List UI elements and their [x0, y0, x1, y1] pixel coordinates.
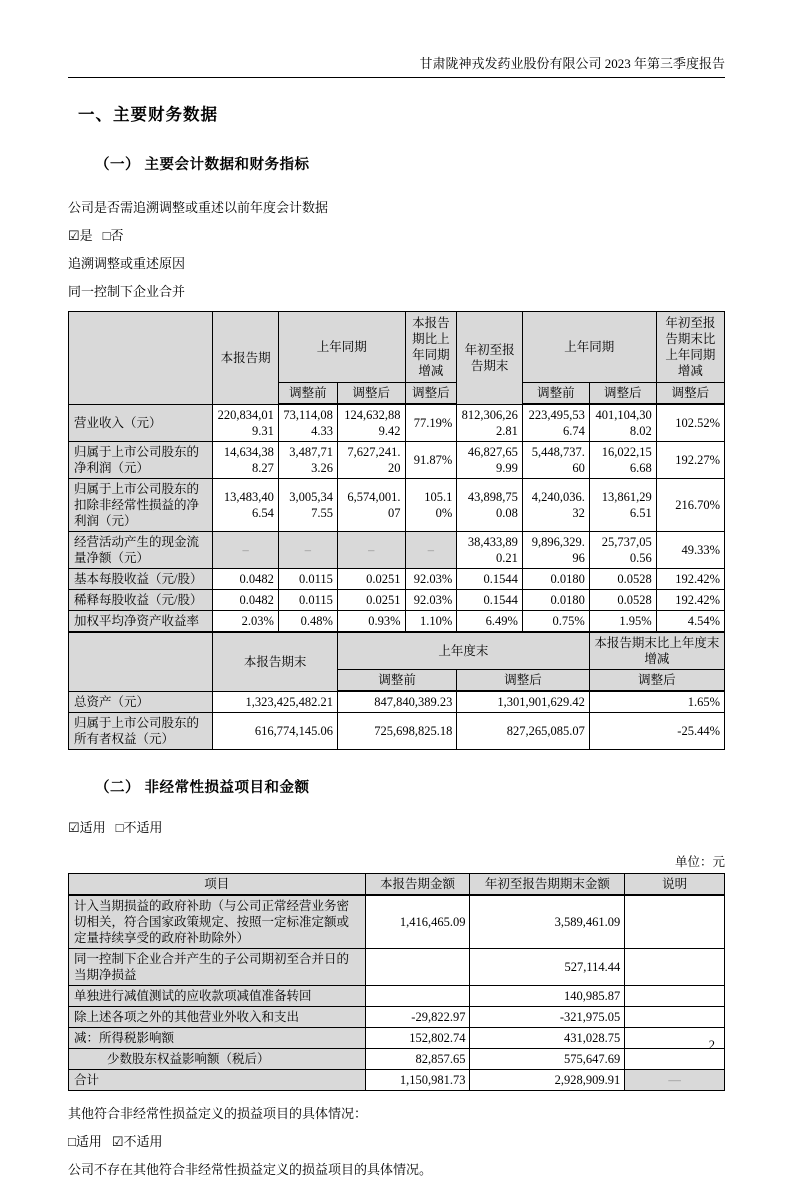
col-header-prior-ytd: 上年同期	[522, 312, 656, 383]
row-weighted-avg-roe	[69, 611, 725, 633]
note-cell: —	[625, 1070, 725, 1091]
row-total-assets	[69, 691, 725, 713]
col-header-item: 项目	[69, 874, 366, 896]
report-header-title	[68, 0, 725, 78]
row-label-cell: 基本每股收益（元/股）	[69, 569, 213, 590]
value-cell: 5,448,737.60	[522, 442, 589, 479]
value-cell	[365, 949, 470, 986]
value-cell: 9,896,329.96	[522, 532, 589, 569]
row-label-cell: 总资产（元）	[69, 691, 213, 713]
col-header-period-end: 本报告期末	[213, 632, 338, 691]
subheader-adj-before: 调整前	[278, 383, 337, 405]
value-cell: 73,114,084.33	[278, 404, 337, 442]
value-cell: 1,416,465.09	[365, 895, 470, 949]
value-cell: 1,301,901,629.42	[457, 691, 590, 713]
value-cell: 3,589,461.09	[470, 895, 625, 949]
subheader-adj-before: 调整前	[337, 670, 456, 692]
page-content	[68, 0, 725, 1178]
checkbox-not-applicable-unchecked: □不适用	[115, 820, 163, 835]
row-label-cell: 单独进行减值测试的应收款项减值准备转回	[69, 986, 366, 1007]
row-label-cell: 营业收入（元）	[69, 404, 213, 442]
col-header-current-amount: 本报告期金额	[365, 874, 470, 896]
value-cell: 0.1544	[457, 590, 523, 611]
col-header-prior-period: 上年同期	[278, 312, 405, 383]
value-cell: 102.52%	[656, 404, 724, 442]
row-label-cell: 减：所得税影响额	[69, 1028, 366, 1049]
col-header-change-vs-prior-year-end: 本报告期末比上年度末增减	[589, 632, 724, 670]
row-label-cell: 归属于上市公司股东的所有者权益（元）	[69, 713, 213, 750]
row-label-cell: 少数股东权益影响额（税后）	[69, 1049, 366, 1070]
row-operating-cash-flow	[69, 532, 725, 569]
row-impairment-reversal	[69, 986, 725, 1007]
value-cell: 1,150,981.73	[365, 1070, 470, 1091]
value-cell: 4,240,036.32	[522, 479, 589, 532]
row-label-cell: 经营活动产生的现金流量净额（元）	[69, 532, 213, 569]
value-cell: 25,737,050.56	[589, 532, 656, 569]
value-cell: -29,822.97	[365, 1007, 470, 1028]
table2-header-row	[69, 874, 725, 896]
subheader-adj-after: 调整后	[405, 383, 457, 405]
value-cell: 0.0180	[522, 590, 589, 611]
table1-section2-header-row	[69, 632, 725, 670]
note-cell	[625, 949, 725, 986]
col-header-prior-year-end: 上年度末	[337, 632, 589, 670]
row-net-profit-excl-nonrecurring	[69, 479, 725, 532]
row-government-subsidies	[69, 895, 725, 949]
subsection-title-non-recurring-items: （二） 非经常性损益项目和金额	[95, 780, 310, 796]
restatement-reason-label: 追溯调整或重述原因	[68, 256, 186, 271]
other-items-conclusion: 公司不存在其他符合非经常性损益定义的损益项目的具体情况。	[68, 1162, 433, 1177]
subheader-adj-after: 调整后	[656, 383, 724, 405]
row-label-cell: 稀释每股收益（元/股）	[69, 590, 213, 611]
empty-dash-cell: –	[278, 532, 337, 569]
applicable-answer	[68, 819, 725, 836]
value-cell: 3,487,713.26	[278, 442, 337, 479]
row-operating-revenue	[69, 404, 725, 442]
note-cell	[625, 1007, 725, 1028]
value-cell: 49.33%	[656, 532, 724, 569]
value-cell: 192.42%	[656, 569, 724, 590]
value-cell: 223,495,536.74	[522, 404, 589, 442]
value-cell: 7,627,241.20	[337, 442, 405, 479]
row-diluted-eps	[69, 590, 725, 611]
row-owners-equity	[69, 713, 725, 750]
value-cell: 847,840,389.23	[337, 691, 456, 713]
subheader-adj-after: 调整后	[457, 670, 590, 692]
value-cell: 527,114.44	[470, 949, 625, 986]
value-cell: 13,483,406.54	[213, 479, 279, 532]
value-cell: 124,632,889.42	[337, 404, 405, 442]
value-cell: 38,433,890.21	[457, 532, 523, 569]
value-cell: 0.0115	[278, 569, 337, 590]
row-minority-interest-effect	[69, 1049, 725, 1070]
table1-section2-corner-cell	[69, 632, 213, 691]
value-cell: 77.19%	[405, 404, 457, 442]
value-cell: 0.93%	[337, 611, 405, 633]
checkbox-yes-checked: ☑是	[68, 228, 93, 243]
empty-dash-cell: –	[337, 532, 405, 569]
value-cell: 0.75%	[522, 611, 589, 633]
section-title-main-financial-data: 一、主要财务数据	[78, 106, 218, 124]
non-recurring-items-table	[68, 873, 725, 1091]
value-cell: 1.95%	[589, 611, 656, 633]
key-financials-table	[68, 311, 725, 750]
col-header-current-period: 本报告期	[213, 312, 279, 405]
value-cell: -25.44%	[589, 713, 724, 750]
value-cell: 0.0251	[337, 590, 405, 611]
value-cell: 0.0482	[213, 590, 279, 611]
col-header-note: 说明	[625, 874, 725, 896]
empty-dash-cell: –	[405, 532, 457, 569]
row-total	[69, 1070, 725, 1091]
value-cell: 2.03%	[213, 611, 279, 633]
empty-dash-cell: –	[213, 532, 279, 569]
value-cell: 0.0528	[589, 590, 656, 611]
value-cell: 0.0482	[213, 569, 279, 590]
value-cell: 43,898,750.08	[457, 479, 523, 532]
value-cell: 140,985.87	[470, 986, 625, 1007]
value-cell: 3,005,347.55	[278, 479, 337, 532]
row-label-cell: 合计	[69, 1070, 366, 1091]
value-cell: 1.10%	[405, 611, 457, 633]
checkbox-no-unchecked: □否	[102, 228, 124, 243]
value-cell: 401,104,308.02	[589, 404, 656, 442]
value-cell: 2,928,909.91	[470, 1070, 625, 1091]
value-cell: 431,028.75	[470, 1028, 625, 1049]
note-cell	[625, 895, 725, 949]
value-cell: 6,574,001.07	[337, 479, 405, 532]
col-header-qoq-change: 本报告期比上年同期增减	[405, 312, 457, 383]
value-cell: 0.0251	[337, 569, 405, 590]
restatement-question: 公司是否需追溯调整或重述以前年度会计数据	[68, 200, 329, 215]
col-header-ytd: 年初至报告期末	[457, 312, 523, 405]
value-cell: 152,802.74	[365, 1028, 470, 1049]
value-cell	[365, 986, 470, 1007]
table1-corner-cell	[69, 312, 213, 405]
value-cell: 575,647.69	[470, 1049, 625, 1070]
checkbox-applicable-checked: ☑适用	[68, 820, 106, 835]
col-header-ytd-change: 年初至报告期末比上年同期增减	[656, 312, 724, 383]
row-basic-eps	[69, 569, 725, 590]
subsection-title-key-accounting-data: （一） 主要会计数据和财务指标	[95, 157, 310, 173]
value-cell: 13,861,296.51	[589, 479, 656, 532]
value-cell: -321,975.05	[470, 1007, 625, 1028]
value-cell: 192.42%	[656, 590, 724, 611]
restatement-answer	[68, 227, 725, 244]
row-income-tax-effect	[69, 1028, 725, 1049]
table1-header-row	[69, 312, 725, 383]
row-label-cell: 同一控制下企业合并产生的子公司期初至合并日的当期净损益	[69, 949, 366, 986]
subheader-adj-before: 调整前	[522, 383, 589, 405]
value-cell: 827,265,085.07	[457, 713, 590, 750]
value-cell: 616,774,145.06	[213, 713, 338, 750]
subheader-adj-after: 调整后	[589, 383, 656, 405]
value-cell: 220,834,019.31	[213, 404, 279, 442]
value-cell: 0.0528	[589, 569, 656, 590]
value-cell: 0.1544	[457, 569, 523, 590]
value-cell: 1,323,425,482.21	[213, 691, 338, 713]
other-items-note: 其他符合非经常性损益定义的损益项目的具体情况：	[68, 1106, 368, 1121]
value-cell: 105.10%	[405, 479, 457, 532]
value-cell: 14,634,388.27	[213, 442, 279, 479]
value-cell: 812,306,262.81	[457, 404, 523, 442]
col-header-ytd-amount: 年初至报告期期末金额	[470, 874, 625, 896]
unit-label: 单位：元	[674, 855, 725, 869]
checkbox-applicable-unchecked: □适用	[68, 1134, 102, 1149]
row-label-cell: 归属于上市公司股东的扣除非经常性损益的净利润（元）	[69, 479, 213, 532]
value-cell: 216.70%	[656, 479, 724, 532]
value-cell: 92.03%	[405, 569, 457, 590]
row-label-cell: 除上述各项之外的其他营业外收入和支出	[69, 1007, 366, 1028]
value-cell: 82,857.65	[365, 1049, 470, 1070]
page-number: 2	[708, 1038, 715, 1052]
value-cell: 92.03%	[405, 590, 457, 611]
value-cell: 0.0115	[278, 590, 337, 611]
header-title-text: 甘肃陇神戎发药业股份有限公司 2023 年第三季度报告	[419, 56, 725, 71]
note-cell	[625, 986, 725, 1007]
value-cell: 91.87%	[405, 442, 457, 479]
row-other-non-operating	[69, 1007, 725, 1028]
value-cell: 0.48%	[278, 611, 337, 633]
subheader-adj-after: 调整后	[337, 383, 405, 405]
value-cell: 16,022,156.68	[589, 442, 656, 479]
row-net-profit	[69, 442, 725, 479]
value-cell: 46,827,659.99	[457, 442, 523, 479]
value-cell: 725,698,825.18	[337, 713, 456, 750]
value-cell: 192.27%	[656, 442, 724, 479]
subheader-adj-after: 调整后	[589, 670, 724, 692]
row-subsidiary-merger-profit	[69, 949, 725, 986]
value-cell: 1.65%	[589, 691, 724, 713]
row-label-cell: 加权平均净资产收益率	[69, 611, 213, 633]
other-applicable-answer	[68, 1133, 725, 1150]
checkbox-not-applicable-checked: ☑不适用	[111, 1134, 163, 1149]
value-cell: 0.0180	[522, 569, 589, 590]
value-cell: 4.54%	[656, 611, 724, 633]
row-label-cell: 归属于上市公司股东的净利润（元）	[69, 442, 213, 479]
value-cell: 6.49%	[457, 611, 523, 633]
restatement-reason: 同一控制下企业合并	[68, 284, 186, 299]
row-label-cell: 计入当期损益的政府补助（与公司正常经营业务密切相关，符合国家政策规定、按照一定标准定额或定量持续享受的政府补助除外）	[69, 895, 366, 949]
